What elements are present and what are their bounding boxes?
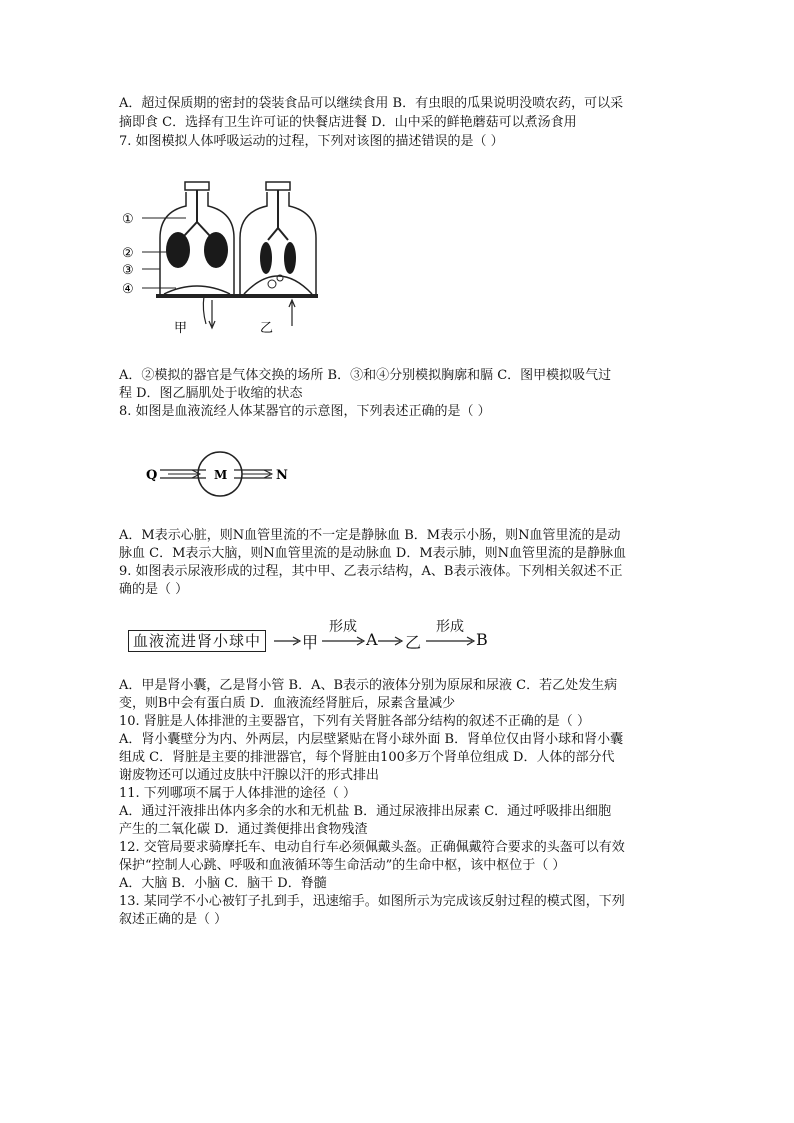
q13-stem-line1: 13. 某同学不小心被钉子扎到手，迅速缩手。如图所示为完成该反射过程的模式图，下列 [119,894,625,909]
label-3: ③ [122,263,134,278]
jar-jia [156,182,238,328]
flow-yi: 乙 [405,633,422,652]
q9-options-line2: 变，则B中会有蛋白质 D．血液流经肾脏后，尿素含量减少 [119,696,456,711]
label-q: Q [146,468,158,483]
q7-options-line1: A．②模拟的器官是气体交换的场所 B．③和④分别模拟胸廓和膈 C．图甲模拟吸气过 [119,368,612,383]
flow-form-1: 形成 [329,619,357,635]
urine-formation-figure [124,618,504,658]
blood-flow-figure [142,448,302,500]
label-jia: 甲 [174,321,188,336]
q8-options-line2: 脉血 C．M表示大脑，则N血管里流的是动脉血 D．M表示肺，则N血管里流的是静脉血 [119,546,627,561]
label-1: ① [122,212,134,227]
flow-a: A [366,630,378,649]
q10-options-line1: A．肾小囊壁分为内、外两层，内层壁紧贴在肾小球外面 B．肾单位仅由肾小球和肾小囊 [119,732,624,747]
flow-jia: 甲 [302,633,319,652]
label-n: N [276,468,288,483]
q9-stem-line1: 9. 如图表示尿液形成的过程，其中甲、乙表示结构，A、B表示液体。下列相关叙述不正 [119,564,623,579]
q10-stem: 10. 肾脏是人体排泄的主要器官，下列有关肾脏各部分结构的叙述不正确的是（ ） [119,714,590,729]
q7-stem: 7. 如图模拟人体呼吸运动的过程，下列对该图的描述错误的是（ ） [119,134,504,149]
flow-b: B [476,630,488,649]
q10-options-line3: 谢废物还可以通过皮肤中汗腺以汗的形式排出 [119,768,380,783]
flow-start-box: 血液流进肾小球中 [128,630,266,652]
breathing-model-figure [120,178,350,338]
flow-form-2: 形成 [436,619,464,635]
q8-stem: 8. 如图是血液流经人体某器官的示意图，下列表述正确的是（ ） [119,404,491,419]
q6-options-line1: A．超过保质期的密封的袋装食品可以继续食用 B．有虫眼的瓜果说明没喷农药，可以采 [119,96,624,111]
q12-stem-line1: 12. 交管局要求骑摩托车、电动自行车必须佩戴头盔。正确佩戴符合要求的头盔可以有效 [119,840,625,855]
q6-options-line2: 摘即食 C．选择有卫生许可证的快餐店进餐 D．山中采的鲜艳蘑菇可以煮汤食用 [119,115,577,130]
q9-stem-line2: 确的是（ ） [119,582,189,597]
label-2: ② [122,246,134,261]
q9-options-line1: A．甲是肾小囊，乙是肾小管 B．A、B表示的液体分别为原尿和尿液 C．若乙处发生病 [119,678,618,693]
q12-options: A．大脑 B．小脑 C．脑干 D．脊髓 [119,876,327,891]
q11-stem: 11. 下列哪项不属于人体排泄的途径（ ） [119,786,356,801]
q8-options-line1: A．M表示心脏，则N血管里流的不一定是静脉血 B．M表示小肠，则N血管里流的是动 [119,528,621,543]
jar-yi [238,182,318,326]
q11-options-line1: A．通过汗液排出体内多余的水和无机盐 B．通过尿液排出尿素 C．通过呼吸排出细胞 [119,804,612,819]
q13-stem-line2: 叙述正确的是（ ） [119,912,228,927]
q7-options-line2: 程 D．图乙膈肌处于收缩的状态 [119,386,303,401]
q12-stem-line2: 保护“控制人心跳、呼吸和血液循环等生命活动”的生命中枢，该中枢位于（ ） [119,858,566,873]
q11-options-line2: 产生的二氧化碳 D．通过粪便排出食物残渣 [119,822,368,837]
label-m: M [214,468,228,482]
label-4: ④ [122,282,134,297]
label-yi: 乙 [260,321,274,336]
q10-options-line2: 组成 C．肾脏是主要的排泄器官，每个肾脏由100多万个肾单位组成 D．人体的部分代 [119,750,615,765]
